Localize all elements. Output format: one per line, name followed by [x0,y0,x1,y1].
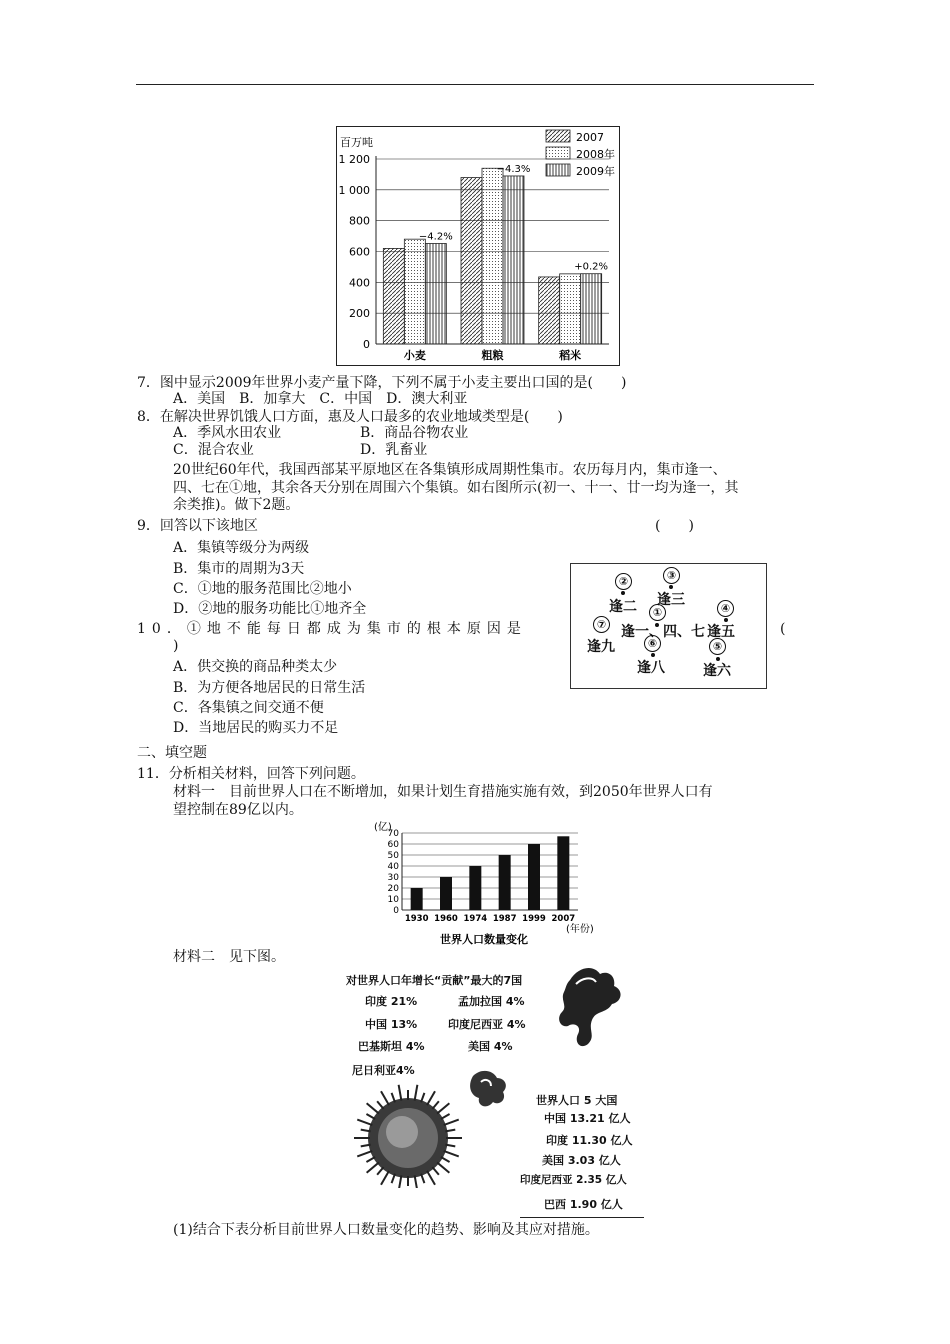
population-bar-1 [440,877,452,910]
population-chart-y-tick: 50 [387,851,399,861]
top7-usa: 美国 4% [468,1040,513,1053]
grain-legend-label: 2007 [576,131,604,144]
globe-spike [427,1171,435,1185]
q10-paren-open: ( [780,621,786,637]
grain-chart-category-label: 稻米 [559,349,582,362]
population-chart-y-tick: 30 [387,873,399,883]
population-bar-4 [528,844,540,910]
town-4-marker: ④ [717,600,734,617]
population-chart-x-tick: 1999 [522,914,546,924]
q8-option-b: B．商品谷物农业 [360,425,469,441]
q8-option-a: A．季风水田农业 [173,425,282,441]
q11-sub-1: (1)结合下表分析目前世界人口数量变化的趋势、影响及其应对措施。 [173,1222,599,1238]
population-chart-x-tick: 1930 [404,914,429,924]
market-town-map [570,563,767,689]
globe-spike [366,1114,375,1119]
globe-spike [399,1175,402,1188]
q9-stem: 9．回答以下该地区 [137,518,258,534]
town-9-label: 逢九 [587,639,615,655]
grain-legend-swatch [546,164,570,176]
q8-option-d: D．乳畜业 [360,442,428,458]
q11-stem: 11．分析相关材料，回答下列问题。 [137,766,365,782]
q10-option-d: D．当地居民的购买力不足 [173,720,339,736]
population-bar-0 [411,888,423,910]
globe-spike [444,1151,459,1156]
grain-bar-0-0 [383,248,404,344]
population-chart-y-tick: 0 [393,906,399,916]
grain-bar-1-0 [461,178,482,345]
top7-pakistan: 巴基斯坦 4% [358,1040,425,1053]
population-chart-y-tick: 10 [387,895,399,905]
q7-stem: 7．图中显示2009年世界小麦产量下降，下列不属于小麦主要出口国的是( ) [137,375,627,391]
population-chart-x-tick: 1974 [463,914,488,924]
q8-stem: 8．在解决世界饥饿人口方面，惠及人口最多的农业地域类型是( ) [137,409,563,425]
grain-legend-label: 2009年 [576,165,615,178]
big5-india: 印度 11.30 亿人 [546,1134,633,1147]
town-1-marker: ① [649,604,666,621]
passage-line-2: 四、七在①地，其余各天分别在周围六个集镇。如右图所示(初一、十一、廿一均为逢一，其 [173,480,739,496]
population-chart-y-tick: 20 [387,884,399,894]
town-1-label: 逢一、四、七 [621,624,705,640]
population-chart-y-tick: 60 [387,840,399,850]
passage-line-1: 20世纪60年代，我国西部某平原地区在各集镇形成周期性集市。农历每月内，集市逢一、 [173,462,727,478]
q10-option-a: A．供交换的商品种类太少 [173,659,338,675]
grain-chart-category-label: 粗粮 [481,349,504,362]
globe-spike [441,1157,450,1162]
globe-spike [444,1120,459,1125]
q10-option-c: C．各集镇之间交通不便 [173,700,324,716]
globe-spike [399,1085,402,1101]
grain-bar-0-2 [425,243,446,344]
globe-spike [367,1103,379,1113]
town-3-label: 逢三 [657,592,685,608]
town-2-marker: ② [615,573,632,590]
town-6-label: 逢六 [703,663,731,679]
section-2-title: 二、填空题 [137,745,207,761]
top7-china: 中国 13% [365,1018,418,1031]
population-chart-xlabel: (年份) [566,924,594,935]
grain-chart-y-tick: 0 [363,338,370,351]
grain-legend-label: 2008年 [576,148,615,161]
population-infographic [338,962,648,1190]
q8-option-c: C．混合农业 [173,442,254,458]
population-bar-2 [469,866,481,910]
town-6-marker: ⑥ [644,635,661,652]
population-chart-ylabel: (亿) [374,822,392,833]
top7-nigeria: 尼日利亚4% [352,1064,415,1077]
grain-chart-y-tick: 1 200 [338,153,370,166]
top7-india: 印度 21% [365,995,418,1008]
globe-spike [377,1101,383,1109]
town-2-dot [621,591,625,595]
population-bar-3 [499,855,511,910]
grain-chart-y-tick: 200 [349,307,370,321]
town-2-label: 逢二 [609,599,637,615]
grain-chart-y-tick: 800 [349,214,370,228]
population-chart-x-tick: 2007 [551,914,576,924]
grain-chart-category-label: 小麦 [403,349,426,362]
town-8-label: 逢八 [637,660,665,676]
grain-legend-swatch [546,147,570,159]
q7-options: A．美国 B．加拿大 C．中国 D．澳大利亚 [173,391,468,407]
grain-chart-annotation: −4.2% [418,231,453,243]
town-5-label: 逢五 [707,624,735,640]
top7-title: 对世界人口年增长“贡献”最大的7国 [346,974,523,987]
globe-spike [415,1175,418,1188]
q9-option-c: C．①地的服务范围比②地小 [173,581,352,597]
population-chart-x-tick: 1960 [434,914,458,924]
header-rule [136,84,814,85]
globe-spike [357,1120,372,1125]
globe-spike [432,1167,438,1175]
infographic-baseline [520,1217,644,1218]
globe-spike [427,1091,435,1105]
crowd-globe-icon [346,1080,476,1188]
grain-bar-1-1 [482,168,503,344]
globe-spike [437,1162,449,1172]
big5-indonesia: 印度尼西亚 2.35 亿人 [520,1174,627,1186]
population-chart [368,818,600,946]
big5-china: 中国 13.21 亿人 [544,1112,631,1125]
big5-title: 世界人口 5 大国 [536,1094,618,1107]
top7-bangladesh: 孟加拉国 4% [458,995,525,1008]
grain-chart-y-tick: 1 000 [338,183,370,197]
population-chart-x-tick: 1987 [492,914,517,924]
big5-usa: 美国 3.03 亿人 [542,1154,621,1167]
grain-chart [336,126,621,366]
population-chart-y-tick: 40 [387,862,399,872]
q10-option-b: B．为方便各地居民的日常生活 [173,680,366,696]
q9-option-d: D．②地的服务功能比①地齐全 [173,601,367,617]
top7-indonesia: 印度尼西亚 4% [448,1018,526,1031]
q9-option-b: B．集市的周期为3天 [173,561,305,577]
globe-spike [357,1151,372,1156]
grain-legend-swatch [546,130,570,142]
grain-chart-unit: 百万吨 [340,136,373,149]
town-3-marker: ③ [663,567,680,584]
town-7-marker: ⑦ [593,616,610,633]
q10-paren-close: ) [173,638,179,654]
grain-bar-2-1 [560,274,581,344]
grain-bar-1-2 [503,176,524,344]
grain-chart-y-tick: 400 [349,276,370,290]
q10-stem: 10．①地不能每日都成为集市的根本原因是 [137,621,527,637]
population-chart-title: 世界人口数量变化 [440,933,528,946]
globe-spike [415,1085,418,1101]
town-5-marker: ⑤ [709,638,726,655]
grain-chart-annotation: +0.2% [574,261,609,273]
material-1-line-1: 材料一 目前世界人口在不断增加，如果计划生育措施实施有效，到2050年世界人口有 [173,784,713,800]
grain-bar-2-0 [539,277,560,344]
globe-spike [381,1171,389,1185]
grain-bar-0-1 [404,239,425,344]
q9-option-a: A．集镇等级分为两级 [173,540,310,556]
globe-spike [432,1101,438,1109]
q9-paren: ( ) [655,518,694,534]
grain-chart-y-tick: 600 [349,245,370,259]
globe-spike [437,1103,449,1113]
globe-spike [377,1167,383,1175]
population-bar-5 [557,836,569,910]
globe-spike [366,1157,375,1162]
population-chart-y-tick: 70 [387,829,399,839]
continent-silhouette-icon [548,962,633,1057]
globe-spike [441,1114,450,1119]
material-2-label: 材料二 见下图。 [173,949,285,965]
passage-line-3: 余类推)。做下2题。 [173,497,300,513]
globe-spike [367,1162,379,1172]
globe-spike [381,1091,389,1105]
material-1-line-2: 望控制在89亿以内。 [173,802,303,818]
grain-bar-2-2 [581,274,602,344]
grain-chart-annotation: −4.3% [496,163,531,175]
big5-brazil: 巴西 1.90 亿人 [544,1198,623,1211]
